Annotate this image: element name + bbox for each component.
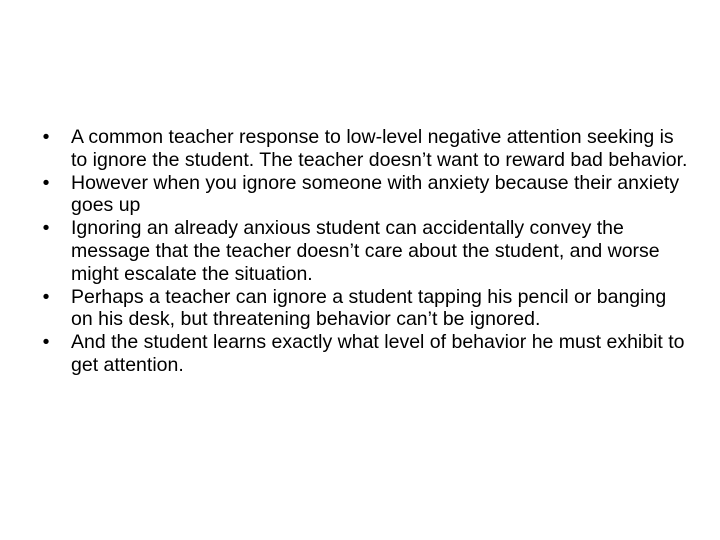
bullet-icon: • xyxy=(42,171,50,194)
bullet-icon: • xyxy=(42,217,50,240)
bullet-item xyxy=(36,172,692,218)
bullet-text: Ignoring an already anxious student can accidentally convey the message that the teacher doesn’t care about the student, and worse might escalate the situation. xyxy=(71,217,660,285)
bullet-item xyxy=(36,286,692,332)
bullet-icon: • xyxy=(42,285,50,308)
bullet-icon: • xyxy=(42,126,50,148)
bullet-list xyxy=(36,126,692,377)
bullet-text: Perhaps a teacher can ignore a student tapping his pencil or banging on his desk, but threatening behavior can’t be ignored. xyxy=(71,285,667,331)
bullet-text: However when you ignore someone with anxiety because their anxiety goes up xyxy=(71,171,680,217)
bullet-item xyxy=(36,331,692,377)
bullet-text: A common teacher response to low-level negative attention seeking is to ignore the student. The teacher doesn’t want to reward bad behavior. xyxy=(71,126,688,171)
bullet-item xyxy=(36,126,692,172)
bullet-text: And the student learns exactly what level of behavior he must exhibit to get attention. xyxy=(71,331,685,376)
bullet-icon: • xyxy=(42,331,50,354)
bullet-item xyxy=(36,217,692,285)
